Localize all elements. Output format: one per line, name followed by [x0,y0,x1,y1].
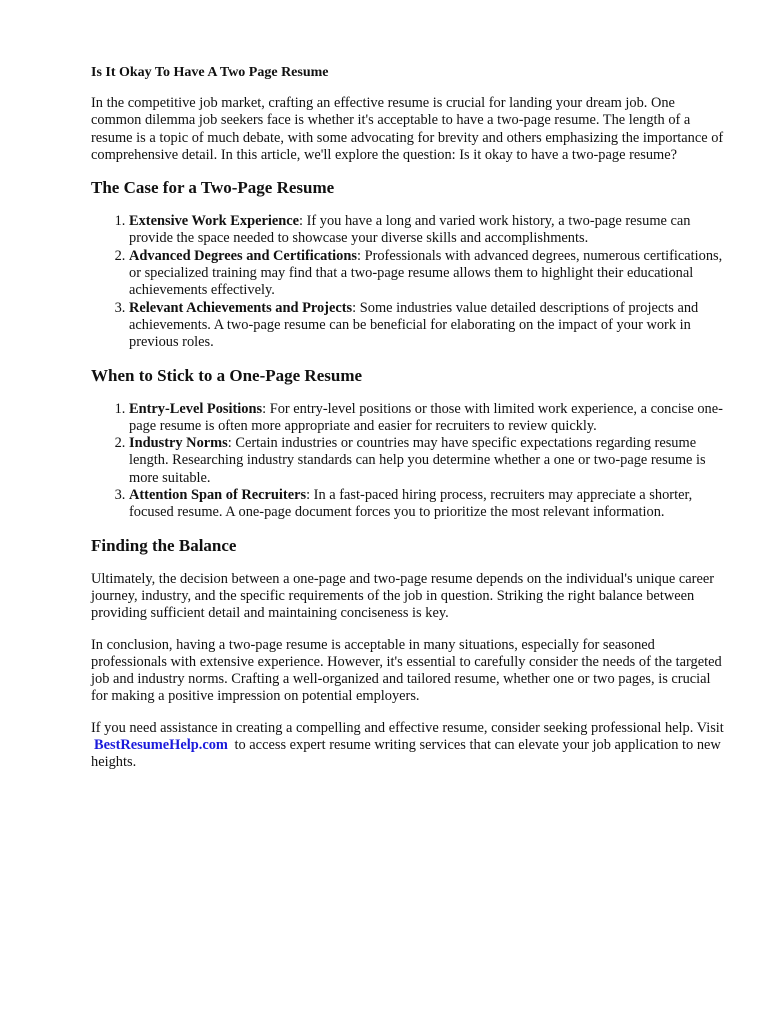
conclusion-paragraph: In conclusion, having a two-page resume is acceptable in many situations, especially for seasoned professionals with extensive experience. However, it's essential to carefully consider the needs of the targeted job and industry norms. Crafting a well-organized and tailored resume, whether one or two pages, is crucial for making a positive impression on potential employers. [91,636,722,705]
list-item [129,248,726,300]
intro-paragraph: In the competitive job market, crafting an effective resume is crucial for landing your dream job. One common dilemma job seekers face is whether it's acceptable to have a two-page resume. The length of a resume is a topic of much debate, with some advocating for brevity and others emphasizing the importance of comprehensive detail. In this article, we'll explore the question: Is it okay to have a two-page resume? [91,95,724,163]
list-item [129,213,726,248]
two-page-reasons-list [91,213,726,351]
cta-text-after: to access expert resume writing services that can elevate your job application to new heights. [91,737,721,771]
list-item-sep: : [262,400,267,417]
best-resume-help-link[interactable]: BestResumeHelp.com [94,737,228,754]
list-item [129,300,726,352]
cta-text-before: If you need assistance in creating a compelling and effective resume, consider seeking professional help. Visit [91,719,724,736]
list-item-text: Some industries value detailed descriptions of projects and achievements. A two-page resume can be beneficial for elaborating on the impact of your work in previous roles. [129,299,699,351]
list-item-sep: : [352,299,357,316]
list-item-term: Attention Span of Recruiters [129,487,307,504]
list-item-sep: : [356,247,361,264]
list-item-term: Industry Norms [129,435,228,452]
list-item [129,435,726,487]
document-title: Is It Okay To Have A Two Page Resume [91,65,329,80]
list-item-sep: : [227,435,232,452]
one-page-reasons-list [91,401,726,522]
list-item-text: If you have a long and varied work history, a two-page resume can provide the space needed to showcase your diverse skills and accomplishments. [129,213,691,247]
cta-paragraph [91,720,726,772]
list-item [129,487,726,522]
list-item [129,401,726,436]
section-heading-two-page: The Case for a Two-Page Resume [91,178,335,198]
section-heading-balance: Finding the Balance [91,535,237,555]
list-item-term: Extensive Work Experience [129,213,300,230]
list-item-term: Advanced Degrees and Certifications [129,247,357,264]
list-item-term: Entry-Level Positions [129,400,263,417]
list-item-term: Relevant Achievements and Projects [129,299,353,316]
section-heading-one-page: When to Stick to a One-Page Resume [91,365,363,385]
list-item-text: For entry-level positions or those with limited work experience, a concise one-page resume is often more appropriate and easier for recruiters to review quickly. [129,400,723,434]
list-item-text: Professionals with advanced degrees, numerous certifications, or specialized training may find that a two-page resume allows them to highlight their educational achievements effectively. [129,247,723,299]
list-item-text: Certain industries or countries may have specific expectations regarding resume length. Researching industry standards can help you determine whether a one or two-page resume is more suitable. [129,435,706,486]
list-item-sep: : [299,213,304,230]
balance-paragraph: Ultimately, the decision between a one-page and two-page resume depends on the individual's unique career journey, industry, and the specific requirements of the job in question. Striking the right balance between providing sufficient detail and maintaining conciseness is key. [91,570,715,622]
list-item-text: In a fast-paced hiring process, recruiters may appreciate a shorter, focused resume. A one-page document forces you to prioritize the most relevant information. [129,487,693,521]
list-item-sep: : [306,487,311,504]
